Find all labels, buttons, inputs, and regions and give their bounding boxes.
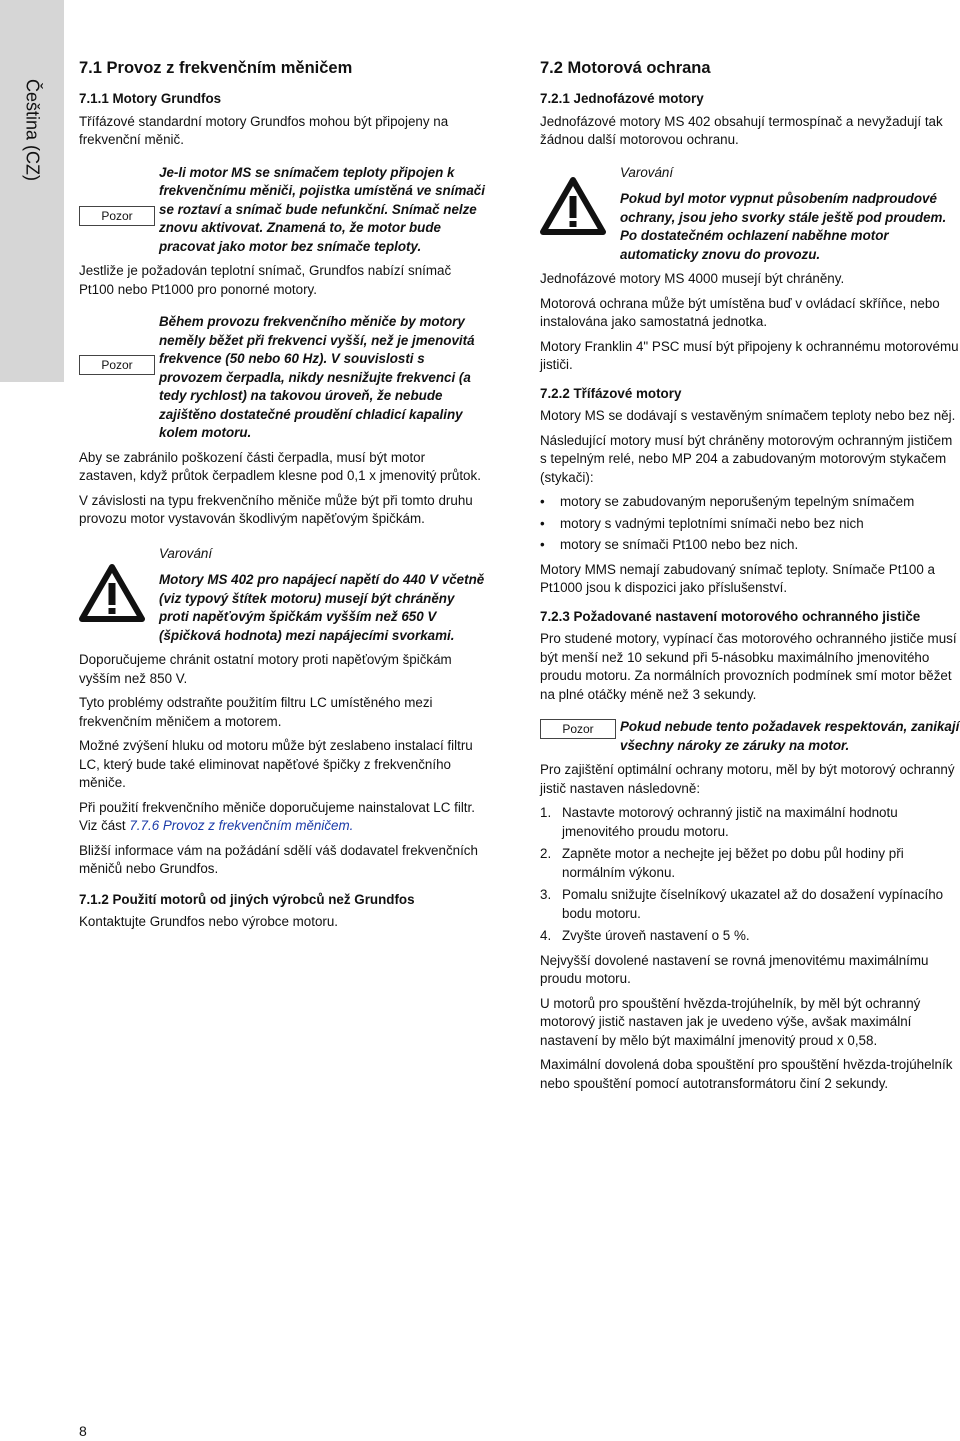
paragraph-following: Následující motory musí být chráněny motorovým ochranným jističem s tepelným relé, nebo MP 204 a zabudovaným motorovým stykačem (stykači): [540, 432, 953, 485]
language-label: Čeština (CZ) [22, 78, 43, 182]
paragraph-damage: Aby se zabránilo poškození části čerpadla, musí být motor zastaven, když průtok čerpadlem klesne pod 0,1 x jmenovitý průtok. [79, 449, 481, 483]
step-number: 3. [540, 887, 552, 902]
paragraph-info: Bližší informace vám na požádání sdělí váš dodavatel frekvenčních měničů nebo Grundfos. [79, 842, 478, 876]
paragraph-intro: Třífázové standardní motory Grundfos mohou být připojeny na frekvenční měnič. [79, 113, 449, 147]
warning-title: Varování [620, 164, 674, 180]
list-item: • motory se snímači Pt100 nebo bez nich. [540, 536, 960, 555]
step-text: Zapněte motor a nechejte jej běžet po dobu půl hodiny při normálním výkonu. [562, 846, 904, 880]
paragraph-ms4000: Jednofázové motory MS 4000 musejí být chráněny. [540, 271, 845, 286]
notice-label: Pozor [79, 355, 155, 375]
steps-list [540, 804, 960, 946]
paragraph-depending: V závislosti na typu frekvenčního měniče může být při tomto druhu provozu motor vystavován škodlivým napěťovým špičkám. [79, 492, 473, 526]
warning-box [79, 545, 485, 646]
paragraph-mms: Motory MMS nemají zabudovaný snímač teploty. Snímače Pt100 a Pt1000 jsou k dispozici jako příslušenství. [540, 561, 935, 595]
list-item [540, 845, 960, 882]
notice-text: Je-li motor MS se snímačem teploty připojen k frekvenčnímu měniči, pojistka umístěná ve snímači se roztaví a snímač bude nefunkční. Snímač nelze znovu aktivovat. Znamená to, že motor bude pracovat jako motor bez snímače teploty. [159, 164, 485, 254]
paragraph-sensor: Jestliže je požadován teplotní snímač, Grundfos nabízí snímač Pt100 nebo Pt1000 pro ponorné motory. [79, 263, 452, 297]
list-item: • motory s vadnými teplotními snímači nebo bez nich [540, 515, 960, 534]
paragraph-cold-motors: Pro studené motory, vypínací čas motorového ochranného jističe musí být menší než 10 sekund při 5-násobku maximálního jmenovitého proudu motoru. Za normálních provozních podmínek smí motor běžet na plné otáčky méně než 3 sekundy. [540, 631, 957, 702]
warning-content [159, 545, 485, 646]
paragraph-star-delta: U motorů pro spouštění hvězda-trojúhelník, by měl být ochranný motorový jistič nastaven jak je uvedeno výše, avšak maximální nastavení by mělo být maximální jmenovitý proud x 0,58. [540, 995, 921, 1048]
notice-box [79, 313, 485, 443]
left-column [79, 58, 485, 938]
paragraph-franklin: Motory Franklin 4" PSC musí být připojeny k ochrannému motorovému jističi. [540, 338, 959, 372]
warning-title: Varování [159, 545, 213, 561]
warning-content [620, 164, 960, 265]
notice-label: Pozor [540, 719, 616, 739]
warning-triangle-icon [79, 563, 145, 623]
notice-box [540, 718, 960, 755]
heading-7-1-2: 7.1.2 Použití motorů od jiných výrobců než Grundfos [79, 891, 415, 907]
paragraph-max-time: Maximální dovolená doba spouštění pro spouštění hvězda-trojúhelník nebo spouštění pomocí autotransformátoru činí 2 sekundy. [540, 1057, 953, 1091]
paragraph-noise: Možné zvýšení hluku od motoru může být zeslabeno instalací filtru LC, který bude také eliminovat napěťové špičky z frekvenčního měniče. [79, 738, 473, 790]
page-number: 8 [79, 1423, 87, 1439]
paragraph-install [79, 799, 485, 836]
step-number: 2. [540, 846, 552, 861]
list-item: • motory se zabudovaným neporušeným tepelným snímačem [540, 493, 960, 512]
heading-7-2-2: 7.2.2 Třífázové motory [540, 385, 682, 401]
notice-label: Pozor [79, 206, 155, 226]
warning-triangle-icon [540, 176, 606, 236]
step-text: Nastavte motorový ochranný jistič na maximální hodnotu jmenovitého proudu motoru. [562, 805, 898, 839]
paragraph-optimal: Pro zajištění optimální ochrany motoru, měl by být motorový ochranný jistič nastaven následovně: [540, 762, 955, 796]
language-sidebar [0, 0, 64, 382]
warning-text: Pokud byl motor vypnut působením nadproudové ochrany, jsou jeho svorky stále ještě pod proudem. Po dostatečném ochlazení naběhne motor automaticky znovu do provozu. [620, 191, 947, 262]
paragraph-ms-sensor: Motory MS se dodávají s vestavěným snímačem teploty nebo bez něj. [540, 408, 956, 423]
heading-7-2-1: 7.2.1 Jednofázové motory [540, 91, 704, 106]
heading-7-2: 7.2 Motorová ochrana [540, 59, 711, 77]
list-item [540, 804, 960, 841]
paragraph-single-phase: Jednofázové motory MS 402 obsahují termospínač a nevyžadují tak žádnou další motorovou ochranu. [540, 113, 943, 147]
heading-7-2-3: 7.2.3 Požadované nastavení motorového ochranného jističe [540, 608, 921, 624]
heading-7-1: 7.1 Provoz z frekvenčním měničem [79, 59, 353, 77]
heading-7-1-1: 7.1.1 Motory Grundfos [79, 91, 222, 106]
list-item [540, 886, 960, 923]
step-number: 1. [540, 805, 552, 820]
list-item [540, 927, 960, 946]
notice-text: Pokud nebude tento požadavek respektován, zanikají všechny nároky ze záruky na motor. [620, 719, 960, 753]
install-text: Při použití frekvenčního měniče doporučujeme nainstalovat LC filtr. Viz část [79, 799, 475, 833]
step-text: Pomalu snižujte číselníkový ukazatel až do dosažení vypínacího bodu motoru. [562, 887, 944, 921]
step-number: 4. [540, 928, 552, 943]
notice-text: Během provozu frekvenčního měniče by motory neměly běžet při frekvenci vyšší, než je jmenovitá frekvence (50 nebo 60 Hz). V souvislosti s provozem čerpadla, nikdy nesnižujte frekvenci (a tedy rychlost) na takovou úroveň, že nebude zajištěno dostatečné proudění chladicí kapaliny kolem motoru. [159, 314, 475, 440]
section-link[interactable]: 7.7.6 Provoz z frekvenčním měničem. [129, 818, 354, 833]
step-text: Zvyšte úroveň nastavení o 5 %. [562, 928, 750, 943]
paragraph-recommend: Doporučujeme chránit ostatní motory proti napěťovým špičkám vyšším než 850 V. [79, 652, 452, 686]
paragraph-placement: Motorová ochrana může být umístěna buď v ovládací skříňce, nebo instalována jako samostatná jednotka. [540, 295, 940, 329]
warning-box [540, 164, 960, 265]
paragraph-highest: Nejvyšší dovolené nastavení se rovná jmenovitému maximálnímu proudu motoru. [540, 952, 929, 986]
paragraph-lc-filter: Tyto problémy odstraňte použitím filtru LC umístěného mezi frekvenčním měničem a motorem. [79, 695, 433, 729]
paragraph-contact: Kontaktujte Grundfos nebo výrobce motoru. [79, 914, 339, 929]
bullet-list [540, 493, 960, 555]
notice-box [79, 164, 485, 257]
warning-text: Motory MS 402 pro napájecí napětí do 440 V včetně (viz typový štítek motoru) musejí být chráněny proti napěťovým špičkám vyšším než 650 V (špičková hodnota) mezi napájecími svorkami. [159, 572, 485, 643]
right-column [540, 58, 960, 1099]
